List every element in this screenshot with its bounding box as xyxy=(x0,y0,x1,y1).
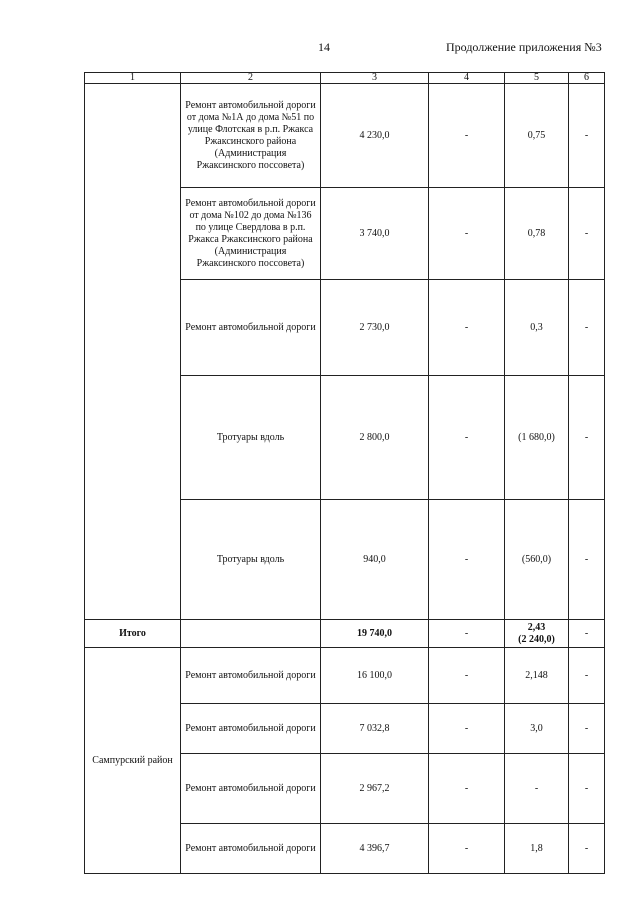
cost-value: 16 100,0 xyxy=(321,648,429,704)
col6-value: - xyxy=(569,824,605,874)
continuation-title: Продолжение приложения №3 xyxy=(446,40,602,54)
total-financing-value: (2 240,0) xyxy=(518,633,555,645)
length-value: 2,148 xyxy=(505,648,569,704)
total-col6: - xyxy=(569,620,605,648)
length-value: 1,8 xyxy=(505,824,569,874)
object-name: Ремонт автомобильной дороги xyxy=(181,754,321,824)
cost-value: 2 967,2 xyxy=(321,754,429,824)
object-name: Ремонт автомобильной дороги xyxy=(181,824,321,874)
region-name: Сампурский район xyxy=(85,648,181,874)
column-number: 5 xyxy=(505,73,569,84)
col4-value: - xyxy=(429,704,505,754)
cost-value: 3 740,0 xyxy=(321,188,429,280)
total-empty-cell xyxy=(181,620,321,648)
col4-value: - xyxy=(429,824,505,874)
cost-value: 4 396,7 xyxy=(321,824,429,874)
object-name: Ремонт автомобильной дороги от дома №1А до дома №51 по улице Флотская в р.п. Ржакса Ржаксинского района (Администрация Ржаксинского поссовета) xyxy=(181,84,321,188)
col4-value: - xyxy=(429,188,505,280)
table-row xyxy=(85,84,605,188)
column-number: 2 xyxy=(181,73,321,84)
total-length-value: 2,43 xyxy=(527,621,546,633)
cost-value: 940,0 xyxy=(321,500,429,620)
object-name: Ремонт автомобильной дороги xyxy=(181,280,321,376)
col4-value: - xyxy=(429,376,505,500)
financing-value: (560,0) xyxy=(505,500,569,620)
col6-value: - xyxy=(569,500,605,620)
object-name: Тротуары вдоль xyxy=(181,376,321,500)
total-length xyxy=(505,620,569,648)
col4-value: - xyxy=(429,84,505,188)
length-value: 0,3 xyxy=(505,280,569,376)
financing-value: (1 680,0) xyxy=(505,376,569,500)
col4-value: - xyxy=(429,280,505,376)
column-number: 1 xyxy=(85,73,181,84)
length-value: 0,78 xyxy=(505,188,569,280)
total-col4: - xyxy=(429,620,505,648)
total-row xyxy=(85,620,605,648)
total-cost: 19 740,0 xyxy=(321,620,429,648)
col4-value: - xyxy=(429,500,505,620)
length-value: 0,75 xyxy=(505,84,569,188)
cost-value: 2 800,0 xyxy=(321,376,429,500)
cost-value: 7 032,8 xyxy=(321,704,429,754)
column-number: 6 xyxy=(569,73,605,84)
object-name: Ремонт автомобильной дороги xyxy=(181,648,321,704)
column-number-row xyxy=(85,73,605,84)
col6-value: - xyxy=(569,648,605,704)
object-name: Ремонт автомобильной дороги от дома №102 до дома №136 по улице Свердлова в р.п. Ржакса Ржаксинского района (Администрация Ржаксинского поссовета) xyxy=(181,188,321,280)
col6-value: - xyxy=(569,376,605,500)
appendix-table xyxy=(84,72,605,874)
col4-value: - xyxy=(429,648,505,704)
length-value: 3,0 xyxy=(505,704,569,754)
object-name: Ремонт автомобильной дороги xyxy=(181,704,321,754)
col6-value: - xyxy=(569,280,605,376)
page-number: 14 xyxy=(318,40,330,54)
col4-value: - xyxy=(429,754,505,824)
col6-value: - xyxy=(569,188,605,280)
cost-value: 4 230,0 xyxy=(321,84,429,188)
cost-value: 2 730,0 xyxy=(321,280,429,376)
column-number: 4 xyxy=(429,73,505,84)
length-value: - xyxy=(505,754,569,824)
col6-value: - xyxy=(569,704,605,754)
object-name: Тротуары вдоль xyxy=(181,500,321,620)
region-cell-empty xyxy=(85,84,181,620)
table-row xyxy=(85,648,605,704)
column-number: 3 xyxy=(321,73,429,84)
col6-value: - xyxy=(569,84,605,188)
total-label: Итого xyxy=(85,620,181,648)
col6-value: - xyxy=(569,754,605,824)
